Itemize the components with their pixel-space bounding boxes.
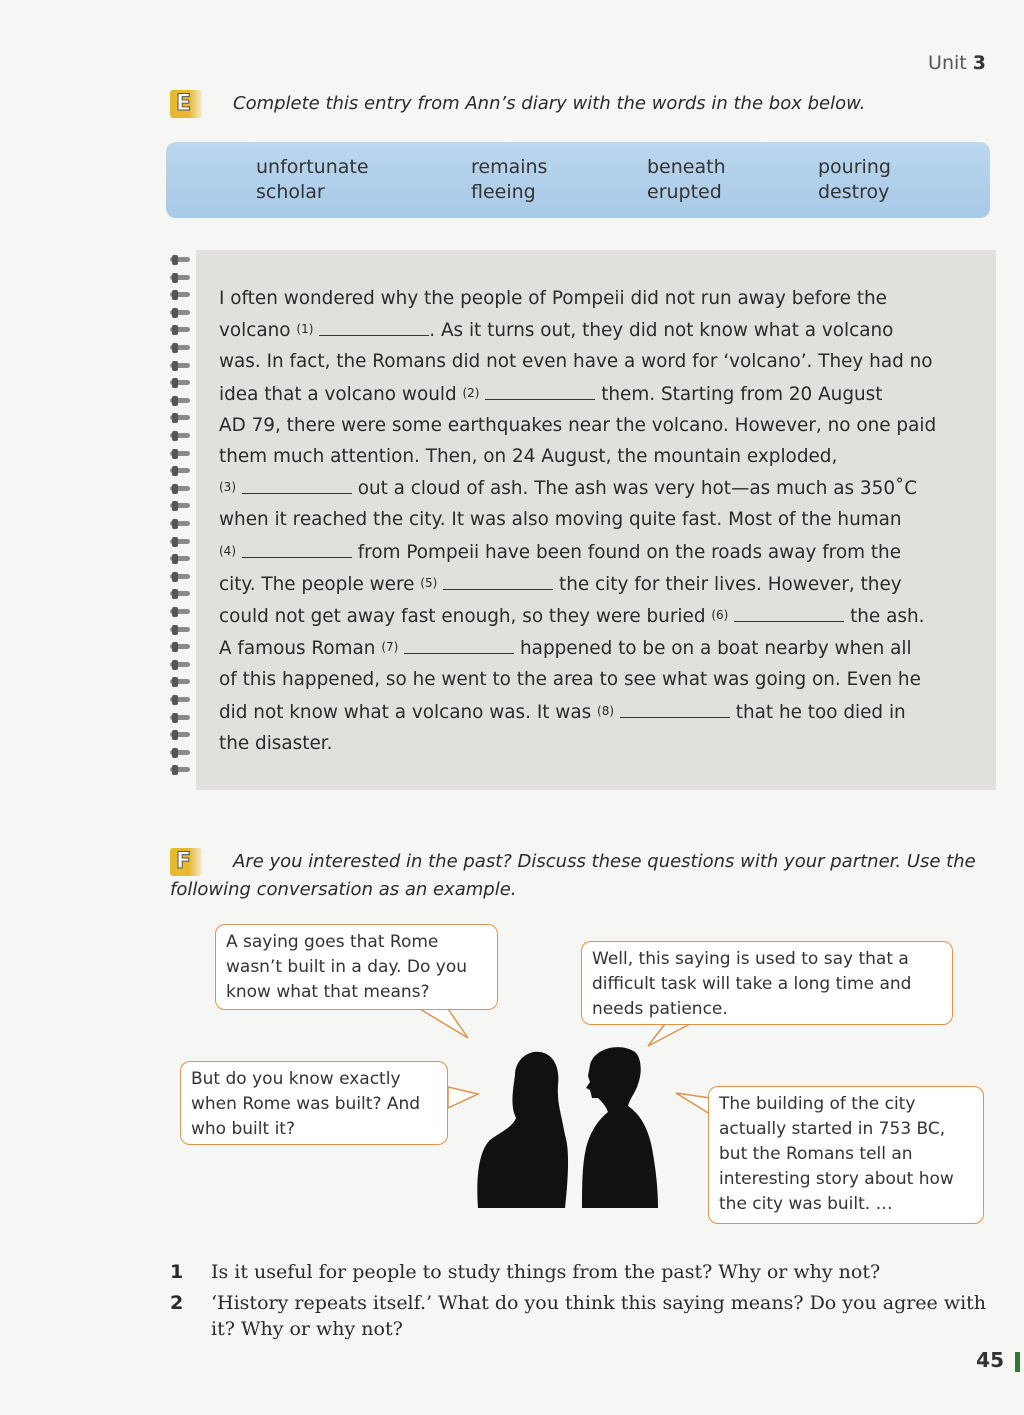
question-2-continued: it? Why or why not? bbox=[211, 1318, 403, 1340]
diary-text-segment: from Pompeii have been found on the roads away from the bbox=[351, 541, 902, 563]
speech-bubble-2: Well, this saying is used to say that a difficult task will take a long time and needs patience. bbox=[581, 941, 953, 1025]
diary-text-segment: the city for their lives. However, they bbox=[553, 573, 902, 595]
section-f-instruction-line2: following conversation as an example. bbox=[170, 879, 517, 900]
section-e-instruction: Complete this entry from Ann’s diary with the words in the box below. bbox=[233, 93, 866, 114]
speech-bubble-4: The building of the city actually started in 753 BC, but the Romans tell an interesting story about how the city was built. … bbox=[708, 1086, 984, 1224]
diary-text-segment: the ash. bbox=[844, 606, 925, 628]
diary-text-segment: volcano bbox=[219, 320, 297, 342]
blank-number: (8) bbox=[597, 703, 615, 718]
page-marker-bar bbox=[1015, 1352, 1020, 1372]
diary-text-segment: of this happened, so he went to the area to see what was going on. Even he bbox=[219, 669, 921, 691]
diary-text-segment: A famous Roman bbox=[219, 638, 382, 660]
word-beneath: beneath bbox=[647, 156, 726, 178]
word-destroy: destroy bbox=[818, 181, 890, 203]
diary-text-segment: them. Starting from 20 August bbox=[595, 383, 883, 405]
page-number: 45 bbox=[976, 1348, 1004, 1372]
diary-text-segment: I often wondered why the people of Pompeii did not run away before the bbox=[219, 288, 887, 309]
section-e-marker: E bbox=[170, 90, 202, 118]
question-1: 1 Is it useful for people to study things from the past? Why or why not? bbox=[170, 1261, 881, 1283]
word-fleeing: fleeing bbox=[471, 181, 536, 203]
word-remains: remains bbox=[471, 156, 548, 178]
diary-text-segment: . As it turns out, they did not know what a volcano bbox=[429, 320, 894, 342]
blank-number: (7) bbox=[381, 640, 399, 655]
blank-number: (5) bbox=[420, 575, 438, 590]
diary-text-segment: the disaster. bbox=[219, 732, 333, 754]
question-2: 2 ‘History repeats itself.’ What do you think this saying means? Do you agree with bbox=[170, 1292, 987, 1314]
blank-number: (4) bbox=[219, 543, 236, 558]
word-unfortunate: unfortunate bbox=[256, 156, 369, 178]
diary-text-segment: when it reached the city. It was also moving quite fast. Most of the human bbox=[219, 509, 902, 531]
speech-bubble-1: A saying goes that Rome wasn’t built in a day. Do you know what that means? bbox=[215, 924, 498, 1010]
section-f-marker: F bbox=[170, 848, 202, 876]
blank-number: (2) bbox=[462, 385, 480, 400]
diary-text-segment: them much attention. Then, on 24 August, the mountain exploded, bbox=[219, 446, 838, 468]
diary-text-segment: happened to be on a boat nearby when all bbox=[514, 638, 912, 660]
word-scholar: scholar bbox=[256, 181, 325, 203]
diary-text-segment: did not know what a volcano was. It was bbox=[219, 701, 598, 723]
diary-text-segment: was. In fact, the Romans did not even have a word for ‘volcano’. They had no bbox=[219, 351, 933, 373]
word-erupted: erupted bbox=[647, 181, 722, 203]
blank-number: (6) bbox=[711, 608, 729, 623]
diary-text-segment: out a cloud of ash. The ash was very hot—as much as 350˚C bbox=[351, 478, 918, 500]
blank-number: (3) bbox=[219, 480, 236, 495]
diary-text-segment: could not get away fast enough, so they were buried bbox=[219, 606, 712, 628]
diary-text-segment: city. The people were bbox=[219, 573, 421, 595]
speech-bubble-3: But do you know exactly when Rome was built? And who built it? bbox=[180, 1061, 448, 1145]
diary-text-segment: that he too died in bbox=[729, 701, 906, 723]
unit-label: Unit 3 bbox=[928, 52, 986, 74]
blank-number: (1) bbox=[296, 322, 314, 337]
section-f-instruction-line1: Are you interested in the past? Discuss these questions with your partner. Use the bbox=[233, 851, 976, 872]
diary-text-segment: idea that a volcano would bbox=[219, 383, 463, 405]
word-pouring: pouring bbox=[818, 156, 891, 178]
people-silhouette-icon bbox=[470, 1040, 670, 1210]
diary-text-segment: AD 79, there were some earthquakes near the volcano. However, no one paid bbox=[219, 414, 937, 436]
